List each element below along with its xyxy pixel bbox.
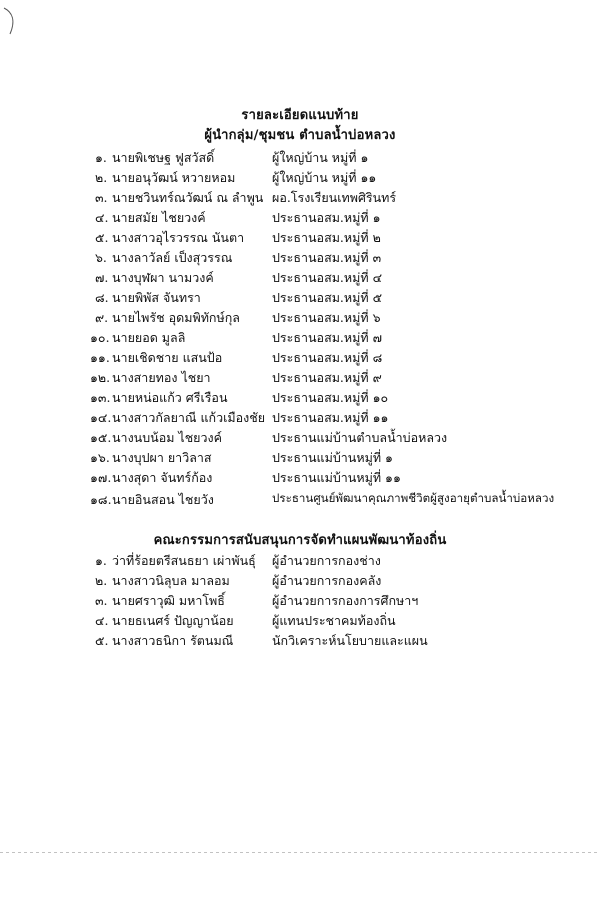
item-number: ๑๑.	[90, 350, 110, 365]
item-number: ๖.	[95, 250, 107, 265]
item-number: ๙.	[95, 310, 109, 325]
list-item	[0, 168, 600, 188]
person-name: นางบุฬผา นามวงค์	[112, 270, 214, 285]
person-role: ผู้อำนวยการกองคลัง	[272, 573, 382, 588]
item-number: ๘.	[95, 290, 109, 305]
list-item	[0, 591, 600, 611]
person-name: นางสาวอุไรวรรณ นันตา	[112, 230, 245, 245]
person-role: ผู้แทนประชาคมท้องถิ่น	[272, 613, 396, 628]
person-name: นายอนุวัฒน์ หวายหอม	[112, 170, 236, 185]
item-number: ๑๕.	[90, 430, 112, 445]
list-item	[0, 188, 600, 208]
list-item	[0, 148, 600, 168]
person-role: นักวิเคราะห์นโยบายและแผน	[272, 633, 428, 648]
item-number: ๔.	[95, 613, 109, 628]
item-number: ๓.	[95, 593, 108, 608]
item-number: ๔.	[95, 210, 109, 225]
list-item	[0, 408, 600, 428]
list-item	[0, 228, 600, 248]
item-number: ๕.	[95, 230, 109, 245]
person-name: นายพิเชษฐ ฟูสวัสดิ์	[112, 150, 215, 165]
person-name: นางสายทอง ไชยา	[112, 370, 211, 385]
scan-mark-icon	[2, 6, 24, 36]
person-name: นายธเนศร์ ปัญญาน้อย	[112, 613, 234, 628]
list-item	[0, 328, 600, 348]
item-number: ๑.	[95, 150, 107, 165]
item-number: ๑๘.	[90, 492, 112, 507]
item-number: ๑๒.	[90, 370, 111, 385]
list-item	[0, 490, 600, 510]
document-title: รายละเอียดแนบท้าย	[241, 108, 359, 123]
person-role: ผอ.โรงเรียนเทพศิรินทร์	[272, 190, 397, 205]
item-number: ๑.	[95, 553, 107, 568]
list-item	[0, 448, 600, 468]
person-role: ประธานอสม.หมู่ที่ ๖	[272, 310, 381, 325]
person-name: นางบุปผา ยาวิลาส	[112, 450, 212, 465]
document-subtitle: ผู้นำกลุ่ม/ชุมชน ตำบลน้ำบ่อหลวง	[204, 128, 396, 143]
person-role: ประธานอสม.หมู่ที่ ๒	[272, 230, 381, 245]
person-role: ประธานแม่บ้านตำบลน้ำบ่อหลวง	[272, 430, 448, 445]
list-item	[0, 468, 600, 488]
person-name: นายไพรัช อุดมพิทักษ์กุล	[112, 310, 240, 325]
person-role: ผู้ใหญ่บ้าน หมู่ที่ ๑๑	[272, 170, 377, 185]
person-role: ผู้อำนวยการกองการศึกษาฯ	[272, 593, 419, 608]
list-item	[0, 551, 600, 571]
item-number: ๑๖.	[90, 450, 110, 465]
list-item	[0, 248, 600, 268]
item-number: ๒.	[95, 573, 108, 588]
list-item	[0, 631, 600, 651]
person-name: นายหน่อแก้ว ศรีเรือน	[112, 390, 228, 405]
person-role: ผู้ใหญ่บ้าน หมู่ที่ ๑	[272, 150, 369, 165]
item-number: ๕.	[95, 633, 109, 648]
person-name: นายสมัย ไชยวงค์	[112, 210, 206, 225]
person-name: นายศราวุฒิ มหาโพธิ์	[112, 593, 225, 608]
person-name: นางลาวัลย์ เป็งสุวรรณ	[112, 250, 233, 265]
person-name: นางนบน้อม ไชยวงค์	[112, 430, 222, 445]
list-item	[0, 428, 600, 448]
person-name: นายยอด มูลลิ	[112, 330, 186, 345]
list-item	[0, 348, 600, 368]
list-item	[0, 288, 600, 308]
person-role: ประธานอสม.หมู่ที่ ๓	[272, 250, 382, 265]
person-name: นายเชิดชาย แสนป้อ	[112, 350, 223, 365]
item-number: ๑๐.	[90, 330, 110, 345]
list-item	[0, 308, 600, 328]
person-name: นางสาวธนิกา รัตนมณี	[112, 633, 234, 648]
person-name: นายชวินทร์ณวัฒน์ ณ ลำพูน	[112, 190, 264, 205]
person-name: นายอินสอน ไชยวัง	[112, 492, 214, 507]
list-item	[0, 571, 600, 591]
person-role: ประธานแม่บ้านหมู่ที่ ๑๑	[272, 470, 401, 485]
person-name: นายพิพัส จันทรา	[112, 290, 201, 305]
person-role: ประธานแม่บ้านหมู่ที่ ๑	[272, 450, 393, 465]
item-number: ๗.	[95, 270, 109, 285]
person-role: ประธานอสม.หมู่ที่ ๘	[272, 350, 383, 365]
person-role: ผู้อำนวยการกองช่าง	[272, 553, 381, 568]
person-role: ประธานศูนย์พัฒนาคุณภาพชีวิตผู้สูงอายุตำบลน้ำบ่อหลวง	[272, 491, 555, 505]
person-role: ประธานอสม.หมู่ที่ ๗	[272, 330, 382, 345]
item-number: ๓.	[95, 190, 108, 205]
person-name: นางสาวกัลยาณี แก้วเมืองชัย	[112, 410, 266, 425]
scan-edge-divider	[0, 852, 600, 853]
list-item	[0, 388, 600, 408]
person-role: ประธานอสม.หมู่ที่ ๕	[272, 290, 383, 305]
person-name: นางสุดา จันทร์ก้อง	[112, 470, 213, 485]
item-number: ๑๓.	[90, 390, 111, 405]
list-item	[0, 268, 600, 288]
list-item	[0, 611, 600, 631]
person-role: ประธานอสม.หมู่ที่ ๔	[272, 270, 383, 285]
person-name: นางสาวนิลุบล มาลอม	[112, 573, 230, 588]
person-role: ประธานอสม.หมู่ที่ ๑	[272, 210, 381, 225]
list-item	[0, 368, 600, 388]
person-name: ว่าที่ร้อยตรีสนธยา เผ่าพันธุ์	[112, 553, 256, 568]
person-role: ประธานอสม.หมู่ที่ ๑๐	[272, 390, 389, 405]
person-role: ประธานอสม.หมู่ที่ ๙	[272, 370, 382, 385]
person-role: ประธานอสม.หมู่ที่ ๑๑	[272, 410, 389, 425]
list-item	[0, 208, 600, 228]
section2-title: คณะกรรมการสนับสนุนการจัดทำแผนพัฒนาท้องถิ่น	[153, 533, 447, 548]
item-number: ๑๔.	[90, 410, 112, 425]
item-number: ๒.	[95, 170, 108, 185]
item-number: ๑๗.	[90, 470, 112, 485]
